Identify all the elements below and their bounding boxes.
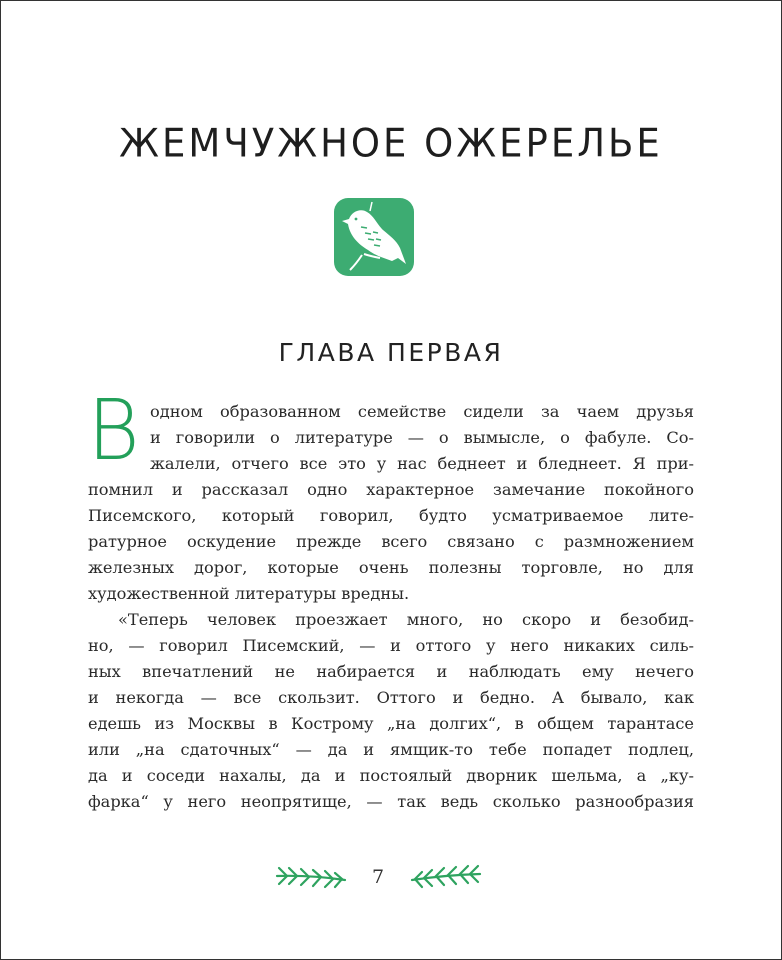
- text-line: ратурное оскудение прежде всего связано с размножением: [88, 532, 694, 551]
- text-line: и некогда — все скользит. Оттого и бедно. А бывало, как: [88, 688, 694, 707]
- text-line: «Теперь человек проезжает много, но скоро и безобид-: [118, 610, 694, 629]
- text-line: одном образованном семействе сидели за чаем друзья: [150, 402, 694, 421]
- bird-icon: [334, 198, 414, 276]
- text-line: помнил и рассказал одно характерное замечание покойного: [88, 480, 694, 499]
- text-line: или „на сдаточных“ — да и ямщик-то тебе попадет подлец,: [88, 740, 694, 759]
- text-line: фарка“ у него неопрятище, — так ведь сколько разнообразия: [88, 792, 694, 811]
- text-line: и говорили о литературе — о вымысле, о фабуле. Со-: [150, 428, 694, 447]
- page-number: 7: [371, 866, 385, 888]
- text-line: да и соседи нахалы, да и постоялый дворник шельма, а „ку-: [88, 766, 694, 785]
- text-line: но, — говорил Писемский, — и оттого у него никаких силь-: [88, 636, 694, 655]
- text-line: Писемского, который говорил, будто усматриваемое лите-: [88, 506, 694, 525]
- text-line: жалели, отчего все это у нас беднеет и бледнеет. Я при-: [150, 454, 694, 473]
- text-line: железных дорог, которые очень полезны торговле, но для: [88, 558, 694, 577]
- text-line: художественной литературы вредны.: [88, 584, 410, 603]
- book-title: ЖЕМЧУЖНОЕ ОЖЕРЕЛЬЕ: [119, 120, 663, 167]
- text-line: едешь из Москвы в Кострому „на долгих“, в общем тарантасе: [88, 714, 694, 733]
- page-footer: [0, 862, 782, 894]
- chapter-title: ГЛАВА ПЕРВАЯ: [278, 338, 504, 367]
- branch-ornament-right-icon: [410, 862, 482, 890]
- branch-ornament-left-icon: [275, 862, 347, 890]
- text-line: ных впечатлений не набирается и наблюдать ему нечего: [88, 662, 694, 681]
- drop-cap: В: [87, 381, 140, 479]
